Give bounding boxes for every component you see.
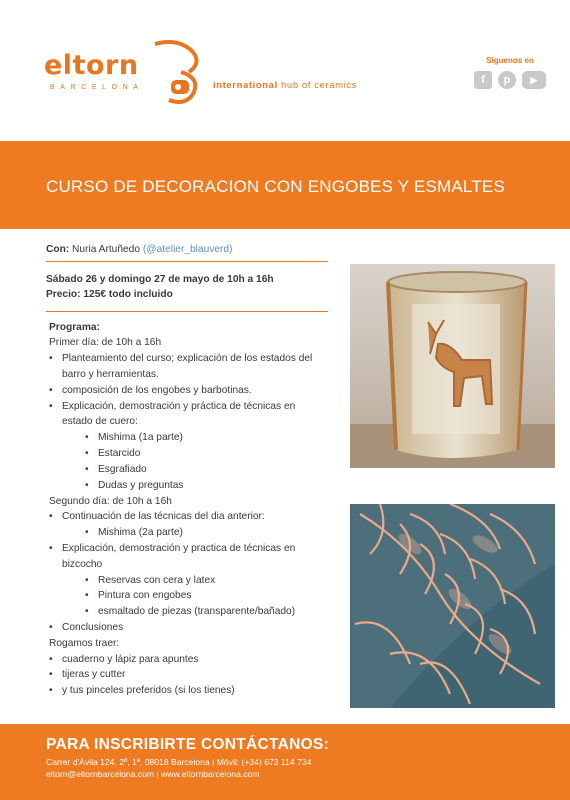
title-banner bbox=[0, 141, 570, 229]
list-item: • tijeras y cutter bbox=[46, 667, 328, 683]
logo-subtitle: BARCELONA bbox=[50, 84, 144, 91]
potters-wheel-hand-icon bbox=[147, 38, 207, 108]
list-item: • y tus pinceles preferidos (si los tienes) bbox=[46, 683, 328, 699]
program-title: Programa: bbox=[49, 321, 100, 333]
social-follow bbox=[470, 56, 550, 89]
list-item: • Dudas y preguntas bbox=[46, 478, 328, 494]
course-details bbox=[46, 244, 328, 699]
engobe-leaf-pattern-photo bbox=[350, 504, 555, 708]
footer bbox=[0, 724, 570, 800]
list-item: • Estarcido bbox=[46, 446, 328, 462]
day2-heading: Segundo día: de 10h a 16h bbox=[49, 495, 172, 507]
list-item: • composición de los engobes y barbotinas. bbox=[46, 383, 328, 399]
list-item: • Explicación, demostración y practica de técnicas en bizcocho bbox=[46, 541, 328, 573]
program bbox=[46, 312, 328, 700]
pinterest-icon[interactable]: p bbox=[498, 71, 516, 89]
list-item: • Esgrafiado bbox=[46, 462, 328, 478]
list-item: • Reservas con cera y latex bbox=[46, 573, 328, 589]
list-item: • Pintura con engobes bbox=[46, 588, 328, 604]
list-item: • Explicación, demostración y práctica de técnicas en estado de cuero: bbox=[46, 399, 328, 431]
eltorn-logo[interactable] bbox=[44, 38, 214, 108]
address-phone: Carrer d'Àvila 124, 2º, 1ª, 08018 Barcelona | Móvil: (+34) 673 114 734 bbox=[46, 757, 312, 767]
list-item: • esmaltado de piezas (transparente/bañado) bbox=[46, 604, 328, 620]
course-title: CURSO DE DECORACION CON ENGOBES Y ESMALTES bbox=[46, 177, 505, 196]
list-item: • Conclusiones bbox=[46, 620, 328, 636]
teacher-line: Con: Nuria Artuñedo (@atelier_blauverd) bbox=[46, 244, 328, 262]
facebook-icon[interactable]: f bbox=[474, 71, 492, 89]
list-item: • cuaderno y lápiz para apuntes bbox=[46, 652, 328, 668]
youtube-icon[interactable]: ▶ bbox=[522, 71, 546, 89]
list-item: • Mishima (1a parte) bbox=[46, 430, 328, 446]
bring-heading: Rogamos traer: bbox=[49, 637, 120, 649]
ceramic-cup-deer-photo bbox=[350, 264, 555, 468]
list-item: • Planteamiento del curso; explicación de los estados del barro y herramientas. bbox=[46, 351, 328, 383]
signup-cta: PARA INSCRIBIRTE CONTÁCTANOS: bbox=[46, 736, 330, 753]
course-price: Precio: 125€ todo incluido bbox=[46, 289, 173, 301]
day1-heading: Primer día: de 10h a 16h bbox=[49, 337, 162, 349]
tagline: international hub of ceramics bbox=[213, 80, 358, 91]
logo-wordmark: eltorn bbox=[44, 50, 139, 81]
list-item: • Mishima (2a parte) bbox=[46, 525, 328, 541]
list-item: • Continuación de las técnicas del dia anterior: bbox=[46, 509, 328, 525]
instagram-handle[interactable]: (@atelier_blauverd) bbox=[142, 244, 233, 255]
teacher-name: Nuria Artuñedo bbox=[72, 244, 141, 255]
course-dates: Sábado 26 y domingo 27 de mayo de 10h a 16h bbox=[46, 274, 274, 285]
email-website[interactable]: eltorn@eltornbarcelona.com | www.eltornbarcelona.com bbox=[46, 769, 260, 779]
schedule-block bbox=[46, 262, 328, 312]
header bbox=[0, 0, 570, 141]
follow-label: Siguenos en bbox=[486, 56, 534, 65]
